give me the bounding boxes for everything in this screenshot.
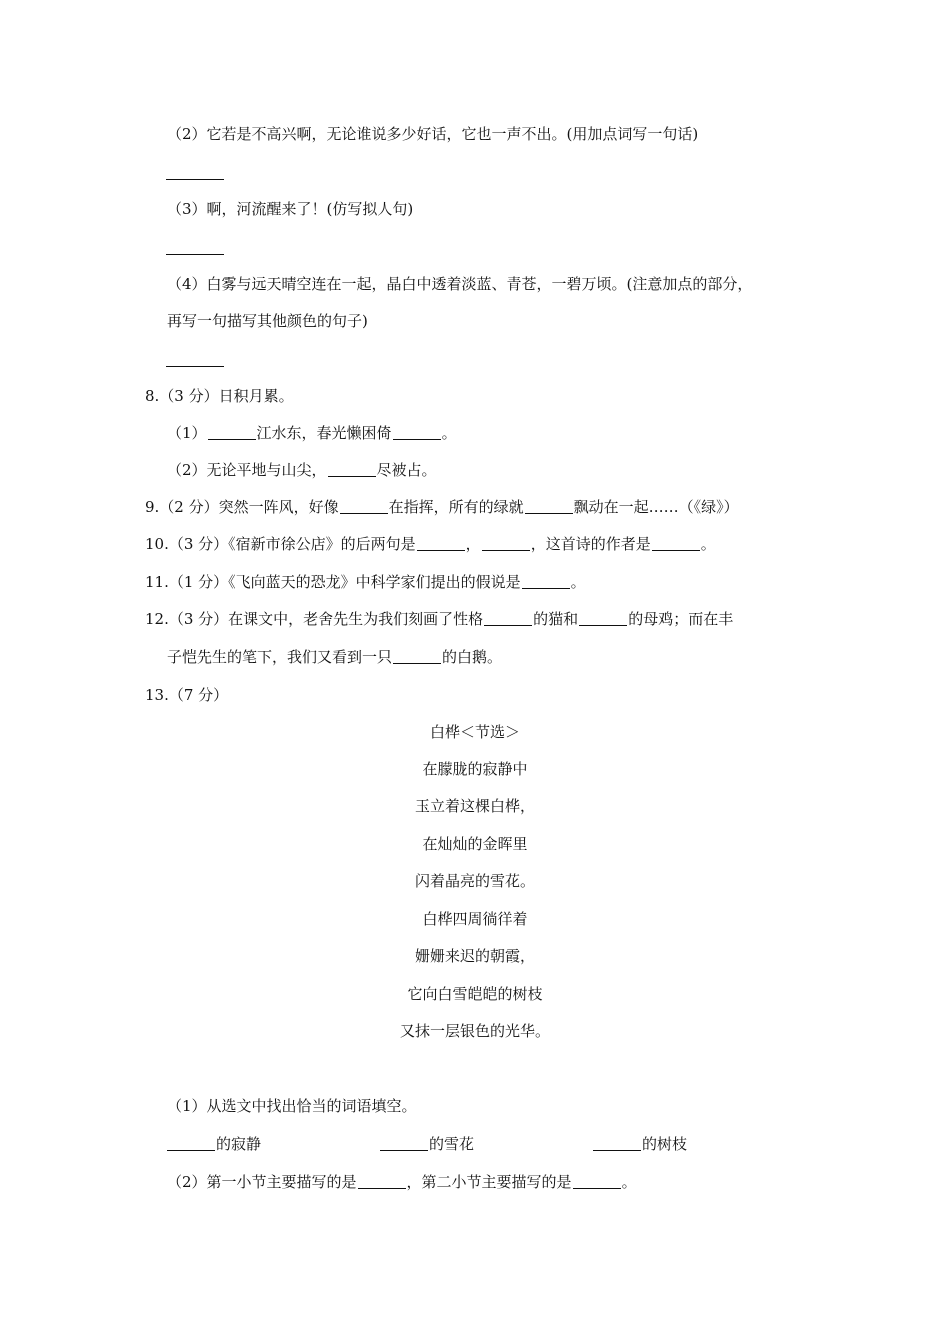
- q7-part3-text: （3）啊，河流醒来了！(仿写拟人句): [167, 200, 414, 218]
- q12-blank-1[interactable]: [484, 610, 532, 626]
- q13-fill-a-text: 的寂静: [216, 1135, 262, 1153]
- q10-blank-3[interactable]: [652, 535, 700, 551]
- q12-line2-prefix: 子恺先生的笔下，我们又看到一只: [167, 648, 393, 666]
- poem-line: 又抹一层银色的光华。: [399, 1022, 550, 1040]
- q10-middle: ，这首诗的作者是: [530, 535, 651, 553]
- q8-part2-blank[interactable]: [328, 461, 376, 477]
- q13-stem: 13.（7 分）: [145, 686, 229, 704]
- q8-part1-blank-1[interactable]: [208, 424, 256, 440]
- q13-fill-c: [592, 1134, 687, 1154]
- q7-part2-text: （2）它若是不高兴啊，无论谁说多少好话，它也一声不出。(用加点词写一句话): [167, 125, 699, 143]
- q13-fill-c-text: 的树枝: [642, 1135, 688, 1153]
- poem-line: 在朦胧的寂静中: [422, 760, 528, 778]
- q10-sep: ，: [465, 535, 481, 553]
- q8-part1-prefix: （1）: [167, 424, 207, 442]
- q13-sub2-prefix: （2）第一小节主要描写的是: [167, 1173, 357, 1191]
- q7-part3-answer-line[interactable]: [166, 254, 224, 255]
- q12-end: 的白鹅。: [442, 648, 503, 666]
- q12-line2: [167, 647, 502, 667]
- q8-stem: 8.（3 分）日积月累。: [145, 387, 294, 405]
- q13-fill-b-blank[interactable]: [380, 1135, 428, 1151]
- q12-line1: [145, 609, 733, 629]
- q11-line: [145, 572, 586, 592]
- q13-sub1-text: （1）从选文中找出恰当的词语填空。: [167, 1097, 417, 1115]
- q10-blank-2[interactable]: [482, 535, 530, 551]
- q10-end: 。: [700, 535, 716, 553]
- q9-blank-2[interactable]: [525, 498, 573, 514]
- q7-part4-text-line1: （4）白雾与远天晴空连在一起，晶白中透着淡蓝、青苍，一碧万顷。(注意加点的部分，: [167, 275, 753, 293]
- q8-part2: [167, 460, 437, 480]
- q7-part2-answer-line[interactable]: [166, 179, 224, 180]
- q11-end: 。: [570, 573, 586, 591]
- q11-prefix: 11.（1 分）《飞向蓝天的恐龙》中科学家们提出的假说是: [145, 573, 521, 591]
- q9-middle: 在指挥，所有的绿就: [388, 498, 524, 516]
- q8-part2-prefix: （2）无论平地与山尖，: [167, 461, 327, 479]
- q7-part4-text-line2: 再写一句描写其他颜色的句子): [167, 312, 368, 330]
- q7-part4-answer-line[interactable]: [166, 366, 224, 367]
- poem-line: 它向白雪皑皑的树枝: [407, 985, 543, 1003]
- q9-end: 飘动在一起……（《绿》）: [573, 498, 739, 516]
- q9-blank-1[interactable]: [340, 498, 388, 514]
- q13-fill-b-text: 的雪花: [429, 1135, 475, 1153]
- q13-sub2: [167, 1172, 637, 1192]
- poem-title: 白桦＜节选＞: [429, 723, 520, 741]
- q8-part1-middle: 江水东，春光懒困倚: [256, 424, 392, 442]
- q12-blank-3[interactable]: [393, 648, 441, 664]
- q12-middle: 的猫和: [533, 610, 579, 628]
- q13-fill-c-blank[interactable]: [593, 1135, 641, 1151]
- poem-line: 姗姗来迟的朝霞，: [414, 947, 535, 965]
- poem-line: 白桦四周徜徉着: [422, 910, 528, 928]
- q12-blank-2[interactable]: [579, 610, 627, 626]
- q12-line1-end: 的母鸡；而在丰: [628, 610, 734, 628]
- poem-line: 闪着晶亮的雪花。: [414, 872, 535, 890]
- q8-part1-end: 。: [441, 424, 457, 442]
- poem-line: 玉立着这棵白桦，: [414, 797, 535, 815]
- q11-blank[interactable]: [522, 573, 570, 589]
- q10-line: [145, 534, 716, 554]
- q8-part1-blank-2[interactable]: [393, 424, 441, 440]
- q9-prefix: 9.（2 分）突然一阵风，好像: [145, 498, 339, 516]
- poem-line: 在灿灿的金晖里: [422, 835, 528, 853]
- q10-prefix: 10.（3 分）《宿新市徐公店》的后两句是: [145, 535, 416, 553]
- q13-fill-a: [166, 1134, 261, 1154]
- q13-fill-a-blank[interactable]: [167, 1135, 215, 1151]
- q13-sub2-end: 。: [621, 1173, 637, 1191]
- q10-blank-1[interactable]: [417, 535, 465, 551]
- q13-sub2-middle: ，第二小节主要描写的是: [406, 1173, 572, 1191]
- q8-part1: [167, 423, 457, 443]
- q12-prefix: 12.（3 分）在课文中，老舍先生为我们刻画了性格: [145, 610, 484, 628]
- q8-part2-end: 尽被占。: [376, 461, 437, 479]
- q9-line: [145, 497, 739, 517]
- q13-sub2-blank-1[interactable]: [358, 1173, 406, 1189]
- q13-fill-b: [379, 1134, 474, 1154]
- q13-sub2-blank-2[interactable]: [573, 1173, 621, 1189]
